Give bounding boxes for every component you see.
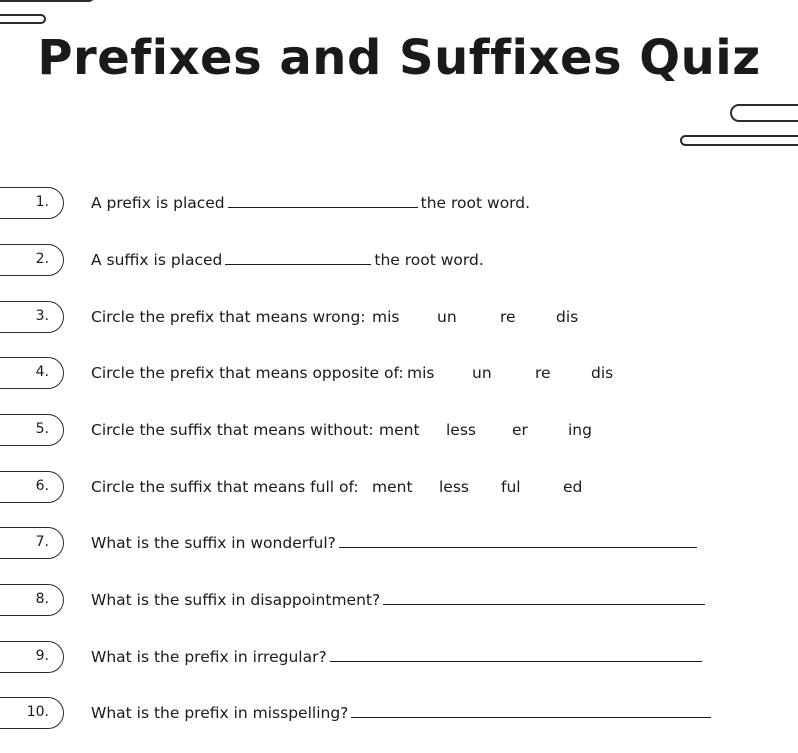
question-text-after: the root word. (420, 194, 531, 212)
question-text: Circle the prefix that means opposite of: (91, 364, 404, 382)
question-row (0, 471, 798, 503)
question-text: Circle the suffix that means without: (91, 421, 374, 439)
question-row (0, 697, 798, 729)
page-title: Prefixes and Suffixes Quiz (37, 30, 761, 86)
option-un[interactable]: un (437, 308, 457, 326)
option-mis[interactable]: mis (372, 308, 400, 326)
option-re[interactable]: re (535, 364, 551, 382)
question-number: 3. (0, 301, 64, 333)
question-text-before: What is the suffix in wonderful? (91, 534, 336, 552)
decorative-bar-right-upper (730, 104, 798, 122)
option-ful[interactable]: ful (501, 478, 521, 496)
answer-blank[interactable] (351, 703, 711, 718)
question-text-before: What is the suffix in disappointment? (91, 591, 381, 609)
question-text: Circle the prefix that means wrong: (91, 308, 366, 326)
question-number: 10. (0, 697, 64, 729)
question-row (0, 641, 798, 673)
option-dis[interactable]: dis (591, 364, 614, 382)
option-er[interactable]: er (512, 421, 528, 439)
answer-blank[interactable] (228, 193, 418, 208)
question-text: Circle the suffix that means full of: (91, 478, 359, 496)
question-row (0, 301, 798, 333)
option-re[interactable]: re (500, 308, 516, 326)
question-text (91, 250, 484, 270)
option-un[interactable]: un (472, 364, 492, 382)
option-ment[interactable]: ment (379, 421, 420, 439)
option-ing[interactable]: ing (568, 421, 592, 439)
question-row (0, 584, 798, 616)
question-number: 4. (0, 357, 64, 389)
question-text (91, 590, 708, 610)
decorative-bar-top-left (0, 0, 96, 2)
question-text-after: the root word. (374, 251, 484, 269)
question-number: 6. (0, 471, 64, 503)
question-row (0, 527, 798, 559)
question-row (0, 414, 798, 446)
question-row (0, 357, 798, 389)
answer-blank[interactable] (330, 647, 702, 662)
question-text (91, 647, 705, 667)
option-ment[interactable]: ment (372, 478, 413, 496)
question-row (0, 187, 798, 219)
question-number: 5. (0, 414, 64, 446)
decorative-bar-right-lower (680, 135, 798, 146)
option-ed[interactable]: ed (563, 478, 583, 496)
question-number: 2. (0, 244, 64, 276)
decorative-bar-top-left-small (0, 14, 46, 24)
question-text (91, 703, 714, 723)
option-mis[interactable]: mis (407, 364, 435, 382)
question-text-before: A prefix is placed (91, 194, 225, 212)
question-number: 7. (0, 527, 64, 559)
question-row (0, 244, 798, 276)
question-number: 9. (0, 641, 64, 673)
question-text (91, 193, 530, 213)
option-less[interactable]: less (439, 478, 469, 496)
option-less[interactable]: less (446, 421, 476, 439)
question-text-before: What is the prefix in misspelling? (91, 704, 349, 722)
question-text-before: What is the prefix in irregular? (91, 648, 327, 666)
answer-blank[interactable] (225, 250, 371, 265)
question-number: 8. (0, 584, 64, 616)
question-number: 1. (0, 187, 64, 219)
option-dis[interactable]: dis (556, 308, 579, 326)
answer-blank[interactable] (339, 533, 697, 548)
question-text (91, 533, 700, 553)
question-text-before: A suffix is placed (91, 251, 223, 269)
answer-blank[interactable] (383, 590, 705, 605)
